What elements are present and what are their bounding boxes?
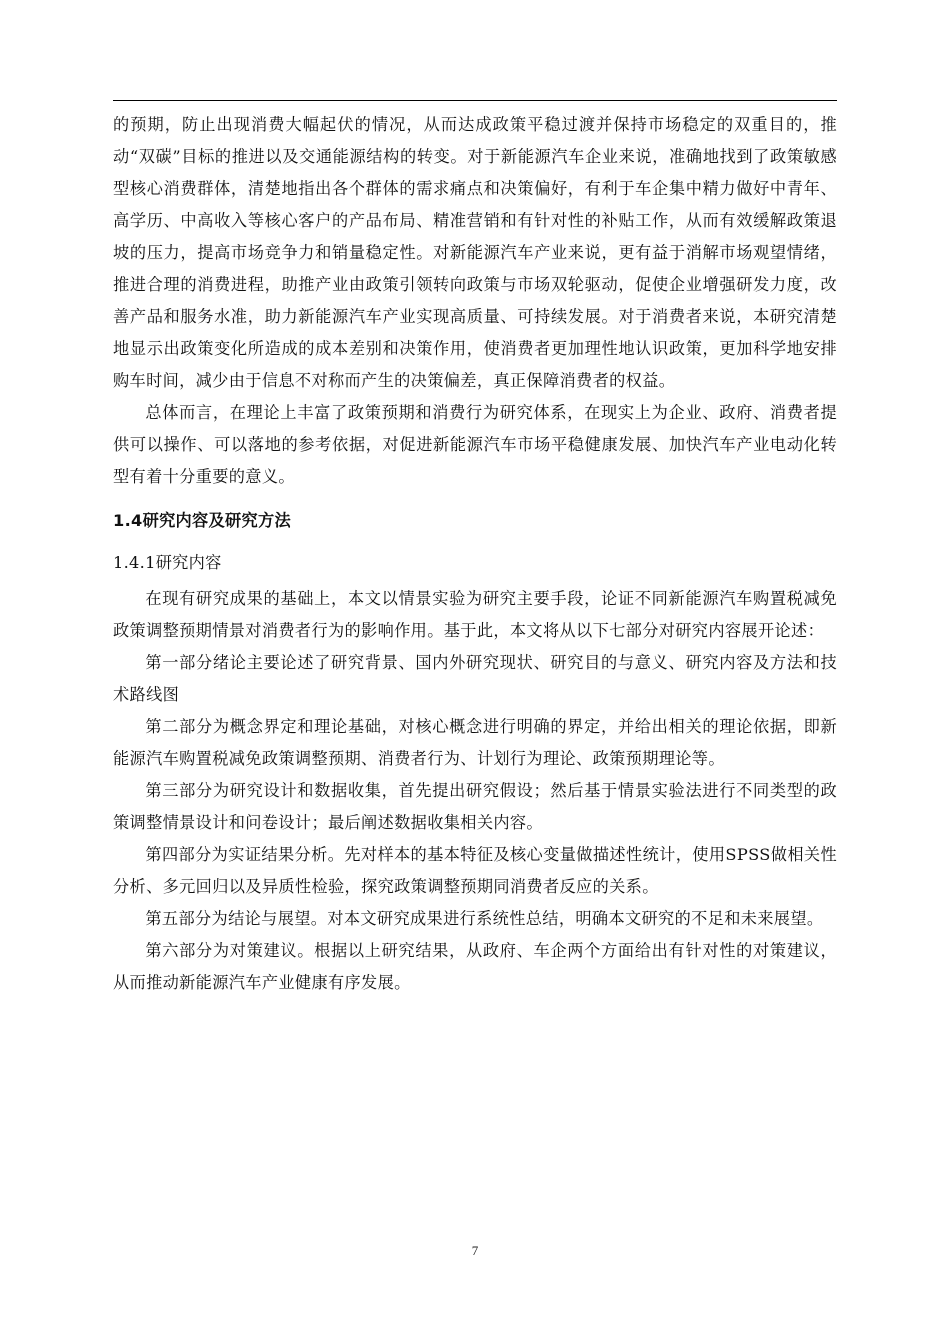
section-heading: 1.4研究内容及研究方法 <box>113 511 291 530</box>
paragraph-part-six: 第六部分为对策建议。根据以上研究结果，从政府、车企两个方面给出有针对性的对策建议，从而推动新能源汽车产业健康有序发展。 <box>113 941 837 992</box>
paragraph-part-five: 第五部分为结论与展望。对本文研究成果进行系统性总结，明确本文研究的不足和未来展望。 <box>145 909 824 928</box>
paragraph-part-one: 第一部分绪论主要论述了研究背景、国内外研究现状、研究目的与意义、研究内容及方法和技术路线图 <box>113 653 837 704</box>
paragraph-part-four: 第四部分为实证结果分析。先对样本的基本特征及核心变量做描述性统计，使用SPSS做相关性分析、多元回归以及异质性检验，探究政策调整预期同消费者反应的关系。 <box>113 845 837 896</box>
header-rule <box>113 100 837 101</box>
subsection-heading: 1.4.1研究内容 <box>113 553 222 572</box>
paragraph-part-three: 第三部分为研究设计和数据收集，首先提出研究假设；然后基于情景实验法进行不同类型的政策调整情景设计和问卷设计；最后阐述数据收集相关内容。 <box>113 781 837 832</box>
paragraph-summary: 总体而言，在理论上丰富了政策预期和消费行为研究体系，在现实上为企业、政府、消费者提供可以操作、可以落地的参考依据，对促进新能源汽车市场平稳健康发展、加快汽车产业电动化转型有着十分重要的意义。 <box>113 403 837 486</box>
page-number: 7 <box>471 1243 479 1258</box>
paragraph-part-two: 第二部分为概念界定和理论基础，对核心概念进行明确的界定，并给出相关的理论依据，即新能源汽车购置税减免政策调整预期、消费者行为、计划行为理论、政策预期理论等。 <box>113 717 837 768</box>
page-body <box>113 109 837 999</box>
paragraph-research-intro: 在现有研究成果的基础上，本文以情景实验为研究主要手段，论证不同新能源汽车购置税减免政策调整预期情景对消费者行为的影响作用。基于此，本文将从以下七部分对研究内容展开论述： <box>113 589 837 640</box>
paragraph-significance-continued: 的预期，防止出现消费大幅起伏的情况，从而达成政策平稳过渡并保持市场稳定的双重目的，推动“双碳”目标的推进以及交通能源结构的转变。对于新能源汽车企业来说，准确地找到了政策敏感型核心消费群体，清楚地指出各个群体的需求痛点和决策偏好，有利于车企集中精力做好中青年、高学历、中高收入等核心客户的产品布局、精准营销和有针对性的补贴工作，从而有效缓解政策退坡的压力，提高市场竞争力和销量稳定性。对新能源汽车产业来说，更有益于消解市场观望情绪，推进合理的消费进程，助推产业由政策引领转向政策与市场双轮驱动，促使企业增强研发力度，改善产品和服务水准，助力新能源汽车产业实现高质量、可持续发展。对于消费者来说，本研究清楚地显示出政策变化所造成的成本差别和决策作用，使消费者更加理性地认识政策，更加科学地安排购车时间，减少由于信息不对称而产生的决策偏差，真正保障消费者的权益。 <box>113 115 837 390</box>
